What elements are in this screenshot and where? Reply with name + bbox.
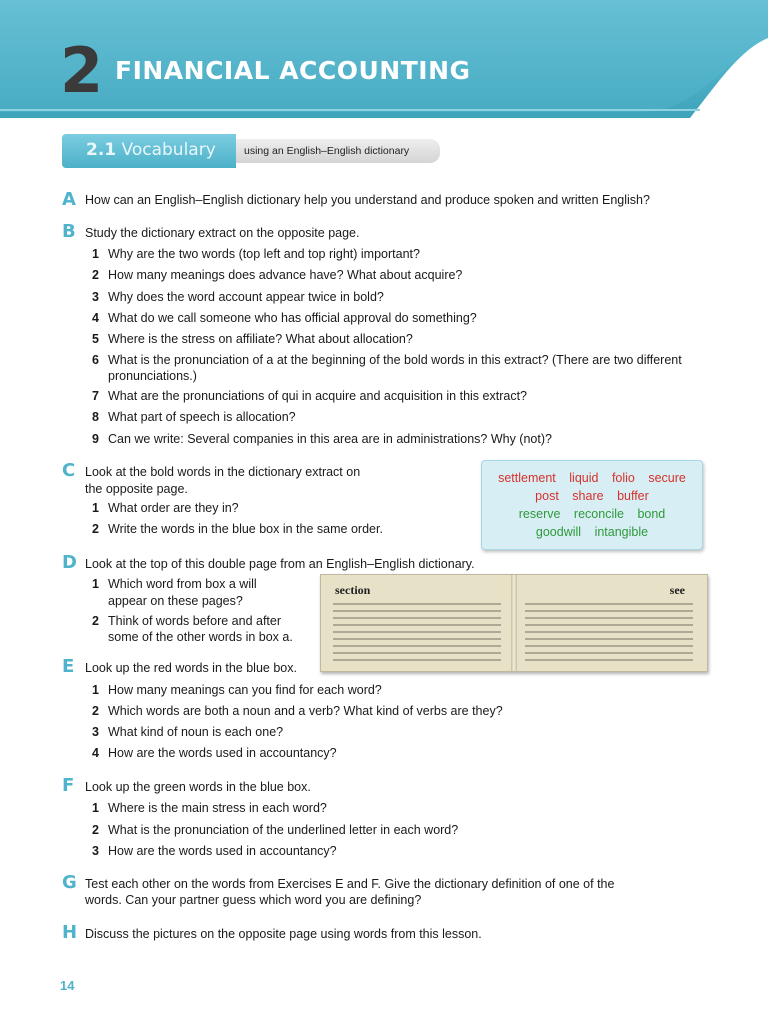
list-item: 1 Which word from box a will — [92, 577, 257, 591]
list-item-continued: appear on these pages? — [108, 594, 243, 608]
exercise-b-text: Study the dictionary extract on the opposite page. — [85, 226, 360, 240]
page-fold — [511, 575, 517, 671]
list-item: 2 Which words are both a noun and a verb? What kind of verbs are they? — [92, 704, 503, 718]
list-item: 2 How many meanings does advance have? What about acquire? — [92, 268, 463, 282]
exercise-c-text-2: the opposite page. — [85, 482, 188, 496]
list-item: 4 What do we call someone who has official approval do something? — [92, 311, 477, 325]
dictionary-headword-left: section — [335, 583, 371, 597]
word-secure: secure — [648, 471, 686, 485]
exercise-letter-a: A — [62, 189, 76, 210]
chapter-title: FINANCIAL ACCOUNTING — [115, 56, 471, 85]
exercise-a-text: How can an English–English dictionary help you understand and produce spoken and written English? — [85, 193, 650, 207]
exercise-g-text-1: Test each other on the words from Exercises E and F. Give the dictionary definition of one of the — [85, 877, 615, 891]
word-reconcile: reconcile — [573, 507, 624, 521]
list-item: 5 Where is the stress on affiliate? What about allocation? — [92, 332, 413, 346]
list-item: 3 What kind of noun is each one? — [92, 725, 284, 739]
word-share: share — [572, 489, 604, 503]
word-buffer: buffer — [617, 489, 649, 503]
exercise-f-text: Look up the green words in the blue box. — [85, 780, 311, 794]
list-item: 1 What order are they in? — [92, 501, 239, 515]
dictionary-text-right — [525, 603, 693, 665]
chapter-number: 2 — [60, 34, 102, 107]
list-item: 2 What is the pronunciation of the underlined letter in each word? — [92, 823, 459, 837]
dictionary-headword-right: see — [669, 583, 685, 597]
list-item: 6 What is the pronunciation of a at the beginning of the bold words in this extract? (There are two different pronunciations.) — [92, 353, 682, 383]
exercise-e-text: Look up the red words in the blue box. — [85, 661, 297, 675]
word-settlement: settlement — [498, 471, 556, 485]
section-title: Vocabulary — [121, 140, 216, 160]
section-number: 2.1 — [86, 140, 117, 160]
list-item: 4 How are the words used in accountancy? — [92, 746, 337, 760]
list-item: 1 How many meanings can you find for each word? — [92, 683, 382, 697]
exercise-g-text-2: words. Can your partner guess which word you are defining? — [85, 893, 422, 907]
section-subtitle: using an English–English dictionary — [236, 139, 440, 163]
list-item: 7 What are the pronunciations of qui in acquire and acquisition in this extract? — [92, 389, 527, 403]
section-tab — [62, 134, 236, 168]
exercise-letter-b: B — [62, 221, 76, 242]
exercise-c-text-1: Look at the bold words in the dictionary extract on — [85, 465, 361, 479]
list-item: 2 Write the words in the blue box in the same order. — [92, 522, 383, 536]
list-item-continued: some of the other words in box a. — [108, 630, 293, 644]
list-item: 3 Why does the word account appear twice in bold? — [92, 290, 384, 304]
exercise-letter-f: F — [62, 775, 75, 796]
list-item: 9 Can we write: Several companies in this area are in administrations? Why (not)? — [92, 432, 552, 446]
exercise-letter-c: C — [62, 460, 76, 481]
word-reserve: reserve — [518, 507, 561, 521]
list-item: 3 How are the words used in accountancy? — [92, 844, 337, 858]
list-item: 1 Where is the main stress in each word? — [92, 801, 327, 815]
word-intangible: intangible — [594, 525, 649, 539]
dictionary-text-left — [333, 603, 501, 665]
exercise-d-text: Look at the top of this double page from an English–English dictionary. — [85, 557, 475, 571]
list-item: 1 Why are the two words (top left and top right) important? — [92, 247, 420, 261]
word-liquid: liquid — [569, 471, 599, 485]
exercise-letter-h: H — [62, 922, 78, 943]
word-post: post — [535, 489, 559, 503]
exercise-letter-g: G — [62, 872, 77, 893]
list-item: 8 What part of speech is allocation? — [92, 410, 296, 424]
exercise-letter-e: E — [62, 656, 75, 677]
word-goodwill: goodwill — [535, 525, 582, 539]
exercise-letter-d: D — [62, 552, 77, 573]
word-folio: folio — [611, 471, 635, 485]
word-box — [481, 460, 703, 550]
dictionary-page-image — [320, 574, 708, 672]
page-number: 14 — [60, 978, 75, 993]
word-bond: bond — [637, 507, 666, 521]
list-item: 2 Think of words before and after — [92, 614, 282, 628]
exercise-h-text: Discuss the pictures on the opposite page using words from this lesson. — [85, 927, 482, 941]
